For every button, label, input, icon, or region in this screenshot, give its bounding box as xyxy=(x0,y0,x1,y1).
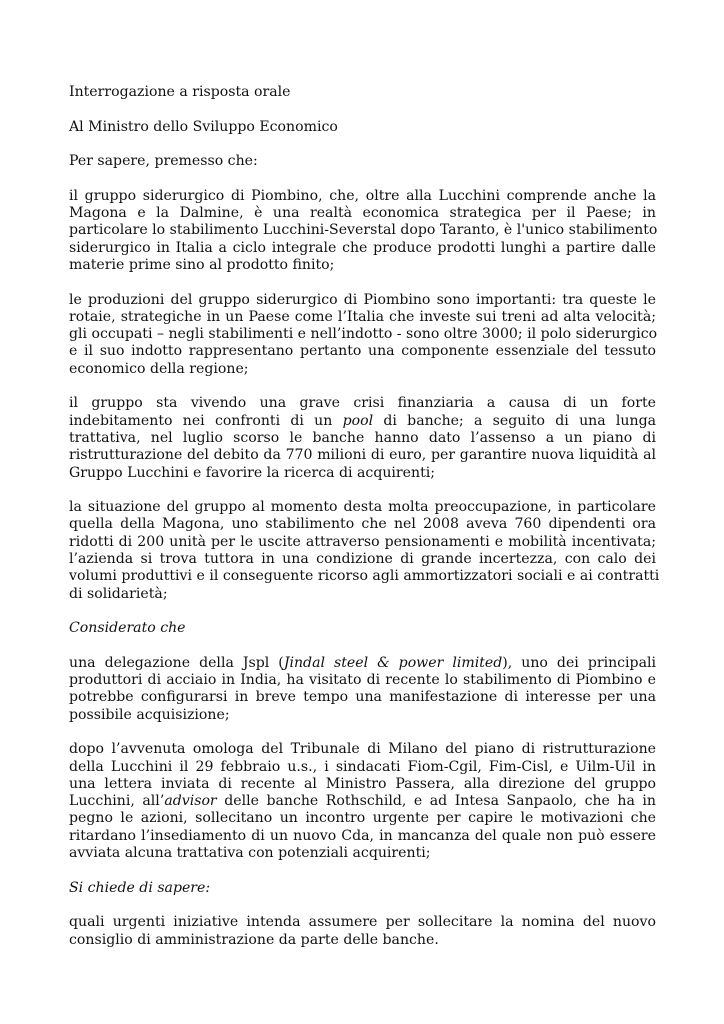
addressee-text: Al Ministro dello Sviluppo Economico xyxy=(69,118,338,135)
text-line: quali urgenti iniziative intenda assumere per sollecitare la nomina del nuovo xyxy=(69,914,656,931)
text-line: produttori di acciaio in India, ha visitato di recente lo stabilimento di Piombino e xyxy=(69,672,656,689)
premise-paragraph-2 xyxy=(69,292,656,378)
document-page xyxy=(69,84,660,966)
text-line: della Lucchini il 29 febbraio u.s., i sindacati Fiom-Cgil, Fim-Cisl, e Uilm-Uil in xyxy=(69,758,656,775)
text-fragment: Lucchini, all’ xyxy=(69,793,165,810)
text-line: consiglio di amministrazione da parte delle banche. xyxy=(69,931,439,948)
considerato-heading-text: Considerato che xyxy=(69,620,186,637)
text-line: rotaie, strategiche in un Paese come l’Italia che investe sui treni ad alta velocità; xyxy=(69,308,656,325)
text-line: ristrutturazione del debito da 770 milioni di euro, per garantire nuova liquidità al xyxy=(69,447,656,464)
text-line: materie prime sino al prodotto finito; xyxy=(69,256,335,273)
text-line: le produzioni del gruppo siderurgico di Piombino sono importanti: tra queste le xyxy=(69,291,656,308)
document-heading xyxy=(69,84,656,101)
considerato-paragraph-2 xyxy=(69,741,656,862)
text-line: potrebbe configurarsi in breve tempo una manifestazione di interesse per una xyxy=(69,689,656,706)
text-line-with-italic xyxy=(69,413,656,430)
considerato-heading xyxy=(69,620,656,637)
text-line: particolare lo stabilimento Lucchini-Severstal dopo Taranto, è l'unico stabilimento xyxy=(69,222,658,239)
text-line: economico della regione; xyxy=(69,360,249,377)
text-line: pegno le azioni, sollecitano un incontro urgente per capire le motivazioni che xyxy=(69,810,656,827)
text-line: e il suo indotto rappresentano pertanto una componente essenziale del tessuto xyxy=(69,343,656,360)
text-fragment: di banche; a seguito di una lunga xyxy=(383,412,656,429)
considerato-paragraph-1 xyxy=(69,655,656,724)
question-paragraph xyxy=(69,914,656,949)
text-line: l’azienda si trova tuttora in una condizione di grande incertezza, con calo dei xyxy=(69,551,656,568)
text-fragment: ), uno dei principali xyxy=(502,654,657,671)
text-fragment: indebitamento nei confronti di un xyxy=(69,412,333,429)
premise-paragraph-3 xyxy=(69,395,656,481)
text-line: trattativa, nel luglio scorso le banche hanno dato l’assenso a un piano di xyxy=(69,429,656,446)
text-line: siderurgico in Italia a ciclo integrale che produce prodotti lunghi a partire dalle xyxy=(69,239,656,256)
premise-intro xyxy=(69,153,656,170)
premise-intro-text: Per sapere, premesso che: xyxy=(69,153,258,170)
text-line: gli occupati – negli stabilimenti e nell’indotto - sono oltre 3000; il polo siderurgico xyxy=(69,326,658,343)
text-line: quella della Magona, uno stabilimento che nel 2008 aveva 760 dipendenti ora xyxy=(69,516,656,533)
text-line: Magona e la Dalmine, è una realtà economica strategica per il Paese; in xyxy=(69,205,656,222)
text-line: il gruppo siderurgico di Piombino, che, oltre alla Lucchini comprende anche la xyxy=(69,187,656,204)
text-line: il gruppo sta vivendo una grave crisi finanziaria a causa di un forte xyxy=(69,395,656,412)
question-heading-text: Si chiede di sapere: xyxy=(69,879,211,896)
addressee xyxy=(69,119,656,136)
text-line: avviata alcuna trattativa con potenziali acquirenti; xyxy=(69,845,431,862)
italic-term: Jindal steel & power limited xyxy=(283,654,503,671)
premise-paragraph-1 xyxy=(69,188,656,274)
text-fragment: una delegazione della Jspl ( xyxy=(69,654,284,671)
text-line: una lettera inviata di recente al Ministro Passera, alla direzione del gruppo xyxy=(69,775,656,792)
italic-term: pool xyxy=(342,412,374,429)
text-fragment: delle banche Rothschild, e ad Intesa Sanpaolo, che ha in xyxy=(216,793,656,810)
premise-paragraph-4 xyxy=(69,499,660,603)
text-line-with-italic xyxy=(69,793,656,810)
text-line: possibile acquisizione; xyxy=(69,706,230,723)
heading-text: Interrogazione a risposta orale xyxy=(69,84,291,100)
text-line: volumi produttivi e il conseguente ricorso agli ammortizzatori sociali e ai contratti xyxy=(69,568,660,585)
text-line: di solidarietà; xyxy=(69,585,168,602)
question-heading xyxy=(69,880,656,897)
text-line-with-italic xyxy=(69,655,656,672)
italic-term: advisor xyxy=(164,793,217,810)
text-line: ridotti di 200 unità per le uscite attraverso pensionamenti e mobilità incentivata; xyxy=(69,533,656,550)
text-line: dopo l’avvenuta omologa del Tribunale di Milano del piano di ristrutturazione xyxy=(69,741,656,758)
text-line: ritardano l’insediamento di un nuovo Cda, in mancanza del quale non può essere xyxy=(69,827,656,844)
text-line: Gruppo Lucchini e favorire la ricerca di acquirenti; xyxy=(69,464,436,481)
text-line: la situazione del gruppo al momento desta molta preoccupazione, in particolare xyxy=(69,499,656,516)
